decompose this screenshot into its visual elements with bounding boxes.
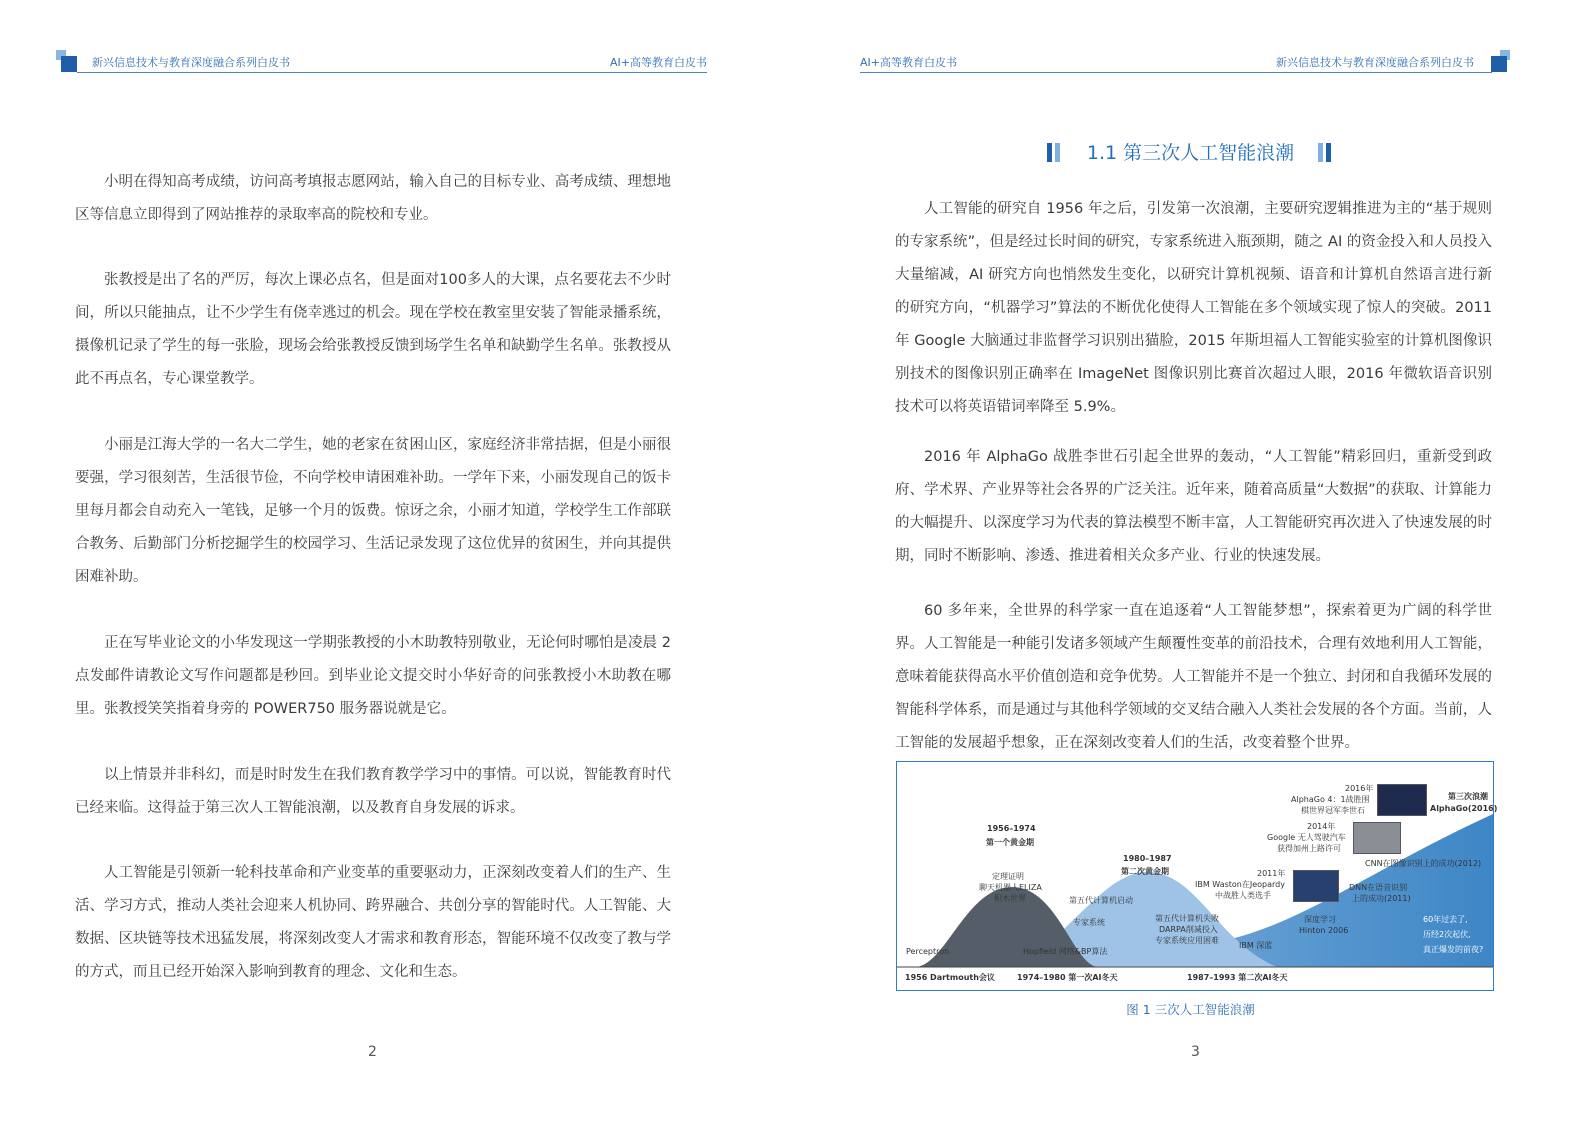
google-car-photo	[1353, 822, 1401, 854]
wave1-item: 积木世界	[994, 894, 1026, 903]
dnn-label: DNN在语音识别	[1349, 883, 1408, 892]
page-number: 2	[368, 1044, 377, 1060]
google-label: 获得加州上路许可	[1277, 844, 1341, 853]
paragraph: 张教授是出了名的严厉，每次上课必点名，但是面对100多人的大课，点名要花去不少时间，所以只能抽点，让不少学生有侥幸逃过的机会。现在学校在教室里安装了智能录播系统，摄像机记录了学生的每一张脸，现场会给张教授反馈到场学生名单和缺勤学生名单。张教授从此不再点名，专心课堂教学。	[75, 272, 671, 387]
wave1-item: 定理证明	[992, 872, 1024, 881]
paragraph: 正在写毕业论文的小华发现这一学期张教授的小木助教特别敬业，无论何时哪怕是凌晨 2 点发邮件请教论文写作问题都是秒回。到毕业论文提交时小华好奇的问张教授小木助教在哪里。张教授笑笑指着身旁的 POWER750 服务器说就是它。	[75, 635, 671, 717]
title-bars-icon	[1318, 141, 1334, 163]
figure-caption: 图 1 三次人工智能浪潮	[1126, 1002, 1255, 1017]
section-title-text: 1.1 第三次人工智能浪潮	[1086, 142, 1295, 164]
paragraph: 以上情景并非科幻，而是时时发生在我们教育教学学习中的事情。可以说，智能教育时代已经来临。这得益于第三次人工智能浪潮，以及教育自身发展的诉求。	[75, 767, 671, 816]
deep-learning-label: 深度学习	[1304, 915, 1336, 924]
cnn-label: CNN在图像识别上的成功(2012)	[1365, 859, 1482, 868]
title-bars-icon	[1047, 141, 1063, 163]
paragraph: 小丽是江海大学的一名大二学生，她的老家在贫困山区，家庭经济非常拮据，但是小丽很要强，学习很刻苦，生活很节俭，不向学校申请困难补助。一学年下来，小丽发现自己的饭卡里每月都会自动充入一笔钱，足够一个月的饭费。惊讶之余，小丽才知道，学校学生工作部联合教务、后勤部门分析挖掘学生的校园学习、生活记录发现了这位优异的贫困生，并向其提供困难补助。	[75, 437, 671, 585]
fifth-fail-label: 专家系统应用困难	[1155, 936, 1219, 945]
axis-label: 1987–1993 第二次AI冬天	[1187, 973, 1288, 982]
ibm-deep-label: IBM 深蓝	[1239, 941, 1273, 950]
wave1-name: 第一个黄金期	[986, 838, 1034, 847]
wave1-period: 1956–1974	[987, 824, 1036, 833]
ai-waves-figure	[896, 761, 1498, 991]
alphago-photo	[1377, 784, 1427, 816]
alphago-label: AlphaGo 4：1战胜围	[1291, 795, 1370, 804]
header-rule	[860, 72, 1492, 73]
perceptron-label: Perceptron	[906, 947, 950, 956]
wave3-sub: AlphaGo(2016)	[1430, 804, 1498, 813]
google-label: Google 无人驾驶汽车	[1267, 833, 1346, 842]
google-year: 2014年	[1307, 822, 1336, 831]
header-subtitle: 新兴信息技术与教育深度融合系列白皮书	[1276, 56, 1474, 69]
fifth-gen-label: 第五代计算机启动	[1069, 896, 1133, 905]
question-label: 真正爆发的前夜?	[1423, 945, 1484, 954]
watson-label: 中战胜人类选手	[1215, 891, 1271, 900]
paragraph: 60 多年来，全世界的科学家一直在追逐着“人工智能梦想”，探索着更为广阔的科学世界。人工智能是一种能引发诸多领域产生颠覆性变革的前沿技术，合理有效地利用人工智能，意味着能获得高水平价值创造和竞争优势。人工智能并不是一个独立、封闭和自我循环发展的智能科学体系，而是通过与其他科学领域的交叉结合融入人类社会发展的各个方面。当前，人工智能的发展超乎想象，正在深刻改变着人们的生活，改变着整个世界。	[895, 603, 1492, 751]
page-number: 3	[1191, 1044, 1200, 1060]
expert-label: 专家系统	[1073, 918, 1105, 927]
paragraph: 人工智能的研究自 1956 年之后，引发第一次浪潮，主要研究逻辑推进为主的“基于规则的专家系统”，但是经过长时间的研究，专家系统进入瓶颈期，随之 AI 的资金投入和人员投入大量缩减，AI 研究方向也悄然发生变化，以研究计算机视频、语音和计算机自然语言进行新的研究方向，“机器学习”算法的不断优化使得人工智能在多个领域实现了惊人的突破。2011 年 Google 大脑通过非监督学习识别出猫脸，2015 年斯坦福人工智能实验室的计算机图像识别技术的图像识别正确率在 ImageNet 图像识别比赛首次超过人眼，2016 年微软语音识别技术可以将英语错词率降至 5.9%。	[895, 201, 1492, 415]
alphago-label: 棋世界冠军李世石	[1301, 806, 1365, 815]
right-page	[794, 0, 1587, 1122]
dnn-label: 上的成功(2011)	[1352, 894, 1411, 903]
hopfield-label: Hopfield 网络&BP算法	[1023, 947, 1108, 956]
section-title	[794, 138, 1587, 165]
question-label: 60年过去了,	[1423, 915, 1468, 924]
axis-label: 1974–1980 第一次AI冬天	[1017, 973, 1118, 982]
watson-photo	[1293, 870, 1339, 902]
wave3-title: 第三次浪潮	[1448, 792, 1488, 801]
left-header	[0, 54, 793, 74]
right-header	[794, 54, 1587, 74]
header-title: 新兴信息技术与教育深度融合系列白皮书	[92, 56, 290, 69]
header-decor	[1491, 56, 1507, 72]
fifth-fail-label: 第五代计算机失败	[1155, 914, 1219, 923]
watson-year: 2011年	[1257, 869, 1286, 878]
paragraph: 人工智能是引领新一轮科技革命和产业变革的重要驱动力，正深刻改变着人们的生产、生活、学习方式，推动人类社会迎来人机协同、跨界融合、共创分享的智能时代。人工智能、大数据、区块链等技术迅猛发展，将深刻改变人才需求和教育形态，智能环境不仅改变了教与学的方式，而且已经开始深入影响到教育的理念、文化和生态。	[75, 865, 671, 980]
header-decor	[61, 56, 77, 72]
deep-learning-label: Hinton 2006	[1299, 926, 1349, 935]
header-title: AI+高等教育白皮书	[860, 56, 957, 69]
header-subtitle: AI+高等教育白皮书	[610, 56, 707, 69]
paragraph: 2016 年 AlphaGo 战胜李世石引起全世界的轰动，“人工智能”精彩回归，重新受到政府、学术界、产业界等社会各界的广泛关注。近年来，随着高质量“大数据”的获取、计算能力的大幅提升、以深度学习为代表的算法模型不断丰富，人工智能研究再次进入了快速发展的时期，同时不断影响、渗透、推进着相关众多产业、行业的快速发展。	[895, 449, 1492, 564]
watson-label: IBM Waston在Jeopardy	[1195, 880, 1285, 889]
left-page	[0, 0, 793, 1122]
alphago-year: 2016年	[1345, 784, 1374, 793]
wave1-item: 聊天机器人ELIZA	[979, 883, 1042, 892]
wave2-period: 1980–1987	[1123, 854, 1172, 863]
fifth-fail-label: DARPA削减投入	[1159, 925, 1218, 934]
paragraph: 小明在得知高考成绩，访问高考填报志愿网站，输入自己的目标专业、高考成绩、理想地区等信息立即得到了网站推荐的录取率高的院校和专业。	[75, 174, 671, 223]
wave2-name: 第二次黄金期	[1121, 867, 1169, 876]
question-label: 历经2次起伏,	[1423, 930, 1471, 939]
axis-label: 1956 Dartmouth会议	[905, 973, 995, 982]
header-rule	[77, 72, 707, 73]
